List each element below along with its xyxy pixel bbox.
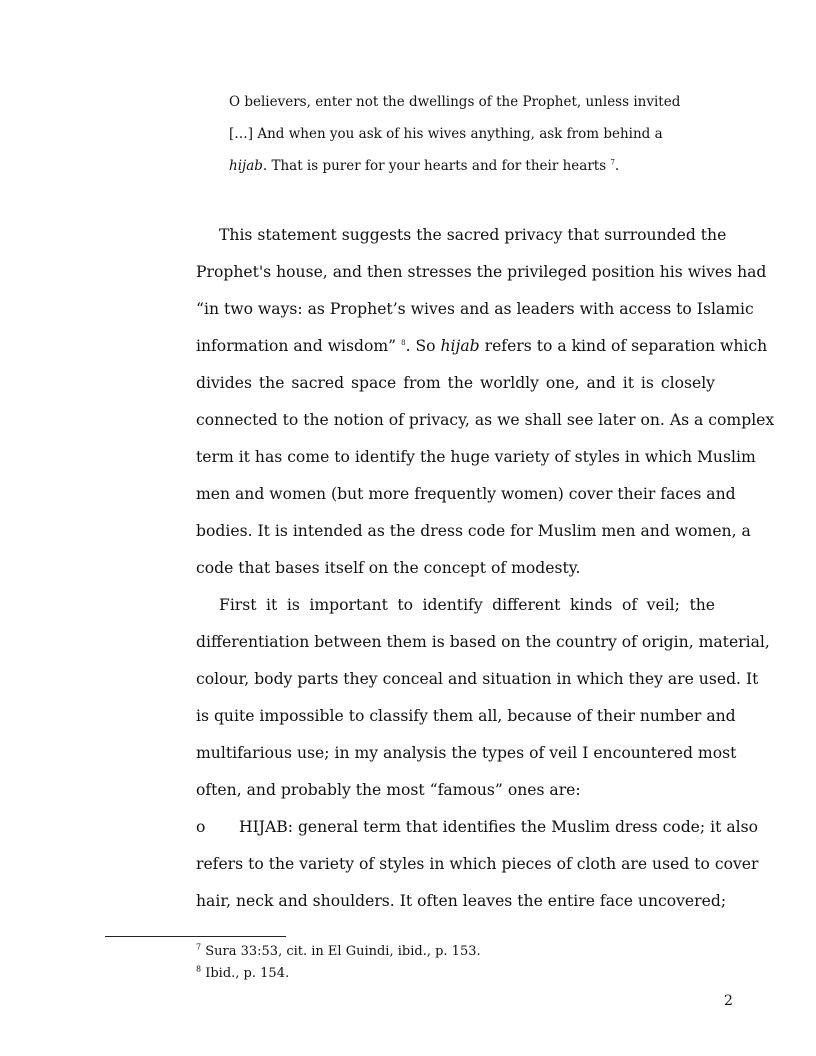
footnote-text: Sura 33:53, cit. in El Guindi, ibid., p. 153. [201,944,481,959]
paragraph-line: differentiation between them is based on the country of origin, material, [196,633,770,651]
paragraph-line: “in two ways: as Prophet’s wives and as leaders with access to Islamic [196,300,754,318]
footnote [196,941,481,963]
footnote-separator [105,936,286,937]
paragraph-line: connected to the notion of privacy, as we shall see later on. As a complex [196,411,775,429]
text-emphasis: hijab [440,337,480,355]
page-number: 2 [724,993,733,1009]
body-text [196,217,775,920]
paragraph-line: multifarious use; in my analysis the types of veil I encountered most [196,744,737,762]
bullet-line: refers to the variety of styles in which pieces of cloth are used to cover [196,855,759,873]
footnote-text: Ibid., p. 154. [201,966,290,981]
text-fragment: . So [405,337,441,355]
quote-line: O believers, enter not the dwellings of the Prophet, unless invited [229,94,681,110]
quote-line [229,150,647,182]
quote-end: . [614,158,620,174]
footnotes [196,941,481,985]
paragraph-line [196,328,768,365]
footnote-ref[interactable]: 7 [610,158,615,167]
paragraph-line: men and women (but more frequently women) cover their faces and [196,485,736,503]
footnote-number: 8 [196,964,202,974]
text-fragment: information and wisdom” [196,337,397,355]
footnote [196,963,481,985]
block-quote [229,86,681,182]
bullet-text: HIJAB: general term that identifies the Muslim dress code; it also [239,818,759,836]
paragraph-line: divides the sacred space from the worldly one, and it is closely [196,374,715,392]
bullet-item [196,809,759,846]
paragraph-line: often, and probably the most “famous” ones are: [196,781,581,799]
bullet-marker: o [196,818,206,836]
paragraph-line: is quite impossible to classify them all, because of their number and [196,707,736,725]
paragraph-line: First it is important to identify different kinds of veil; the [219,596,715,614]
paragraph-line: bodies. It is intended as the dress code for Muslim men and women, a [196,522,751,540]
paragraph-line: colour, body parts they conceal and situation in which they are used. It [196,670,759,688]
quote-text: . That is purer for your hearts and for their hearts [262,158,607,174]
paragraph-line: code that bases itself on the concept of modesty. [196,559,581,577]
footnote-number: 7 [196,942,202,952]
paragraph-line: Prophet's house, and then stresses the privileged position his wives had [196,263,767,281]
quote-emphasis: hijab [229,158,263,174]
paragraph-line: term it has come to identify the huge variety of styles in which Muslim [196,448,756,466]
bullet-line: hair, neck and shoulders. It often leaves the entire face uncovered; [196,892,727,910]
quote-line: […] And when you ask of his wives anything, ask from behind a [229,126,663,142]
footnote-ref[interactable]: 8 [401,338,406,347]
text-fragment: refers to a kind of separation which [479,337,768,355]
paragraph-line: This statement suggests the sacred privacy that surrounded the [219,226,727,244]
